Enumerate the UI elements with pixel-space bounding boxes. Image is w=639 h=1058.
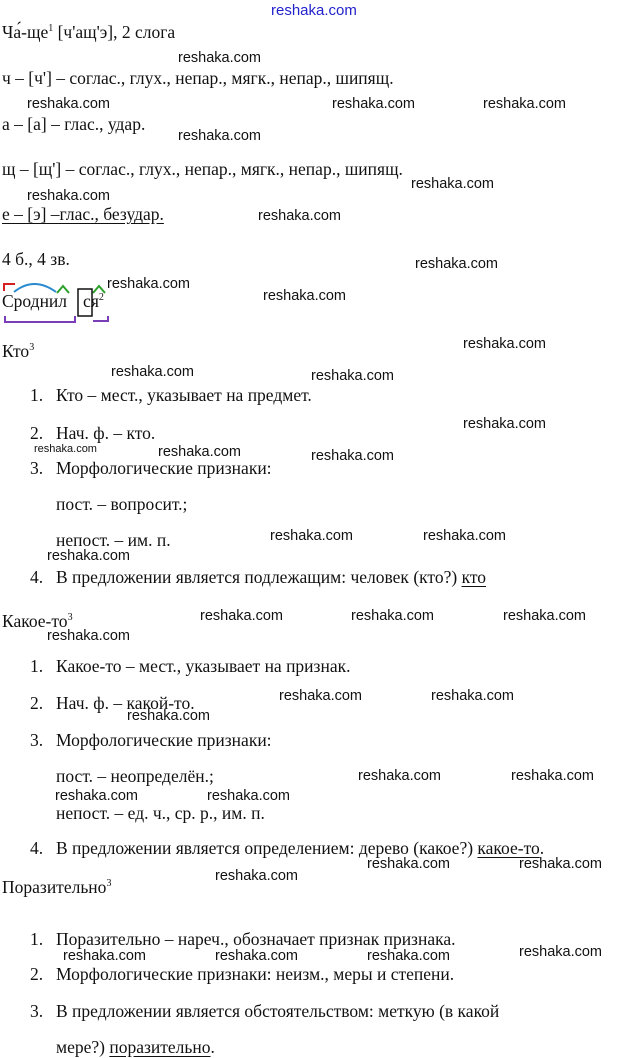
list-item-text: Морфологические признаки: неизм., меры и степени. bbox=[56, 964, 455, 984]
list-item: 3. Морфологические признаки: bbox=[30, 458, 272, 478]
list-item-text: Поразительно – нареч., обозначает признак признака. bbox=[56, 929, 456, 949]
watermark: reshaka.com bbox=[258, 208, 342, 224]
list-item: 2. Морфологические признаки: неизм., меры и степени. bbox=[30, 964, 455, 984]
list-item-text: В предложении является подлежащим: человек (кто?) bbox=[56, 567, 462, 587]
constant-features: пост. – неопределён.; bbox=[56, 766, 214, 786]
phonetic-line-shch: щ – [щ'] – соглас., глух., непар., мягк., непар., шипящ. bbox=[2, 159, 403, 179]
list-item-text: Нач. ф. – кто. bbox=[56, 423, 156, 443]
variable-features: непост. – ед. ч., ср. р., им. п. bbox=[56, 803, 265, 823]
phonetic-line-ch: ч – [ч'] – соглас., глух., непар., мягк., непар., шипящ. bbox=[2, 68, 394, 88]
underlined-word: поразительно bbox=[109, 1037, 211, 1057]
watermark: reshaka.com bbox=[463, 416, 547, 432]
watermark: reshaka.com bbox=[207, 788, 291, 804]
watermark: reshaka.com bbox=[423, 528, 507, 544]
watermark: reshaka.com bbox=[178, 128, 262, 144]
watermark: reshaka.com bbox=[27, 188, 111, 204]
watermark: reshaka.com bbox=[415, 256, 499, 272]
watermark: reshaka.com bbox=[158, 444, 242, 460]
watermark: reshaka.com bbox=[367, 948, 451, 964]
watermark: reshaka.com bbox=[279, 688, 363, 704]
sentence-end: . bbox=[210, 1037, 215, 1057]
watermark: reshaka.com bbox=[270, 528, 354, 544]
section-title-text: Кто bbox=[2, 341, 30, 361]
watermark: reshaka.com bbox=[311, 448, 395, 464]
list-item-text: Морфологические признаки: bbox=[56, 730, 272, 750]
list-item: 3. Морфологические признаки: bbox=[30, 730, 272, 750]
section-title-porazitelno bbox=[2, 877, 111, 898]
watermark: reshaka.com bbox=[411, 176, 495, 192]
watermark: reshaka.com bbox=[27, 96, 111, 112]
watermark-top: reshaka.com bbox=[271, 2, 357, 19]
morphemic-word bbox=[2, 291, 104, 312]
watermark: reshaka.com bbox=[431, 688, 515, 704]
list-item-text: Нач. ф. – какой-то. bbox=[56, 693, 195, 713]
variable-features: непост. – им. п. bbox=[56, 530, 171, 550]
constant-features: пост. – вопросит.; bbox=[56, 494, 188, 514]
phonetic-word-sup: 1 bbox=[48, 23, 54, 34]
watermark: reshaka.com bbox=[351, 608, 435, 624]
stem-bracket bbox=[5, 316, 75, 322]
list-item: 1. Поразительно – нареч., обозначает признак признака. bbox=[30, 929, 456, 949]
morphemic-part-b: ся bbox=[83, 291, 99, 311]
underlined-word: кто bbox=[461, 567, 487, 587]
watermark: reshaka.com bbox=[47, 548, 131, 564]
watermark: reshaka.com bbox=[511, 768, 595, 784]
watermark: reshaka.com bbox=[55, 788, 139, 804]
list-item-text: В предложении является обстоятельством: меткую (в какой bbox=[56, 1001, 500, 1021]
list-item: 3. В предложении является обстоятельством: меткую (в какой bbox=[30, 1001, 500, 1021]
underlined-word: какое-то bbox=[477, 838, 540, 858]
list-item-continuation bbox=[56, 1037, 215, 1058]
list-item-text: мере?) bbox=[56, 1037, 110, 1057]
phonetic-line-a: а – [а] – глас., удар. bbox=[2, 114, 146, 134]
phonetic-word-head: Ча́-ще bbox=[2, 22, 49, 42]
watermark: reshaka.com bbox=[127, 708, 211, 724]
section-title-text: Поразительно bbox=[2, 877, 107, 897]
watermark: reshaka.com bbox=[519, 856, 603, 872]
phonetic-summary: 4 б., 4 зв. bbox=[2, 249, 70, 269]
watermark: reshaka.com bbox=[47, 628, 131, 644]
watermark: reshaka.com bbox=[107, 276, 191, 292]
watermark: reshaka.com bbox=[332, 96, 416, 112]
watermark: reshaka.com bbox=[367, 856, 451, 872]
list-item-text: Морфологические признаки: bbox=[56, 458, 272, 478]
phonetic-word-tail: [ч'ащ'э], 2 слога bbox=[53, 22, 176, 42]
sentence-end: . bbox=[539, 838, 545, 858]
list-item: 1. Какое-то – мест., указывает на признак. bbox=[30, 656, 351, 676]
watermark: reshaka.com bbox=[63, 948, 147, 964]
watermark: reshaka.com bbox=[215, 868, 299, 884]
watermark: reshaka.com bbox=[178, 50, 262, 66]
list-item: 2. Нач. ф. – какой-то. bbox=[30, 693, 195, 713]
section-title-sup: 3 bbox=[106, 878, 112, 889]
watermark: reshaka.com bbox=[483, 96, 567, 112]
prefix-mark bbox=[4, 284, 15, 291]
morphemic-sup: 2 bbox=[98, 292, 104, 303]
section-title-sup: 3 bbox=[29, 342, 35, 353]
list-item-text: Какое-то – мест., указывает на признак. bbox=[56, 656, 351, 676]
list-item-text: В предложении является определением: дерево (какое?) bbox=[56, 838, 478, 858]
list-item: 4. В предложении является подлежащим: человек (кто?) кто bbox=[30, 567, 487, 587]
watermark: reshaka.com bbox=[463, 336, 547, 352]
section-title-sup: 3 bbox=[67, 612, 73, 623]
watermark: reshaka.com bbox=[519, 944, 603, 960]
watermark: reshaka.com bbox=[311, 368, 395, 384]
watermark: reshaka.com bbox=[263, 288, 347, 304]
list-item-text: Кто – мест., указывает на предмет. bbox=[56, 385, 312, 405]
watermark: reshaka.com bbox=[200, 608, 284, 624]
watermark: reshaka.com bbox=[358, 768, 442, 784]
watermark: reshaka.com bbox=[34, 443, 97, 455]
watermark: reshaka.com bbox=[503, 608, 587, 624]
morphemic-part-a: Сроднил bbox=[2, 291, 68, 311]
list-item: 2. Нач. ф. – кто. bbox=[30, 423, 156, 443]
watermark: reshaka.com bbox=[111, 364, 195, 380]
watermark: reshaka.com bbox=[215, 948, 299, 964]
section-title-kto bbox=[2, 341, 34, 362]
phonetic-line-e: е – [э] –глас., безудар. bbox=[2, 204, 164, 224]
list-item: 4. В предложении является определением: дерево (какое?) какое-то. bbox=[30, 838, 545, 858]
section-title-text: Какое-то bbox=[2, 611, 68, 631]
list-item: 1. Кто – мест., указывает на предмет. bbox=[30, 385, 312, 405]
postfix-bracket bbox=[93, 316, 108, 321]
